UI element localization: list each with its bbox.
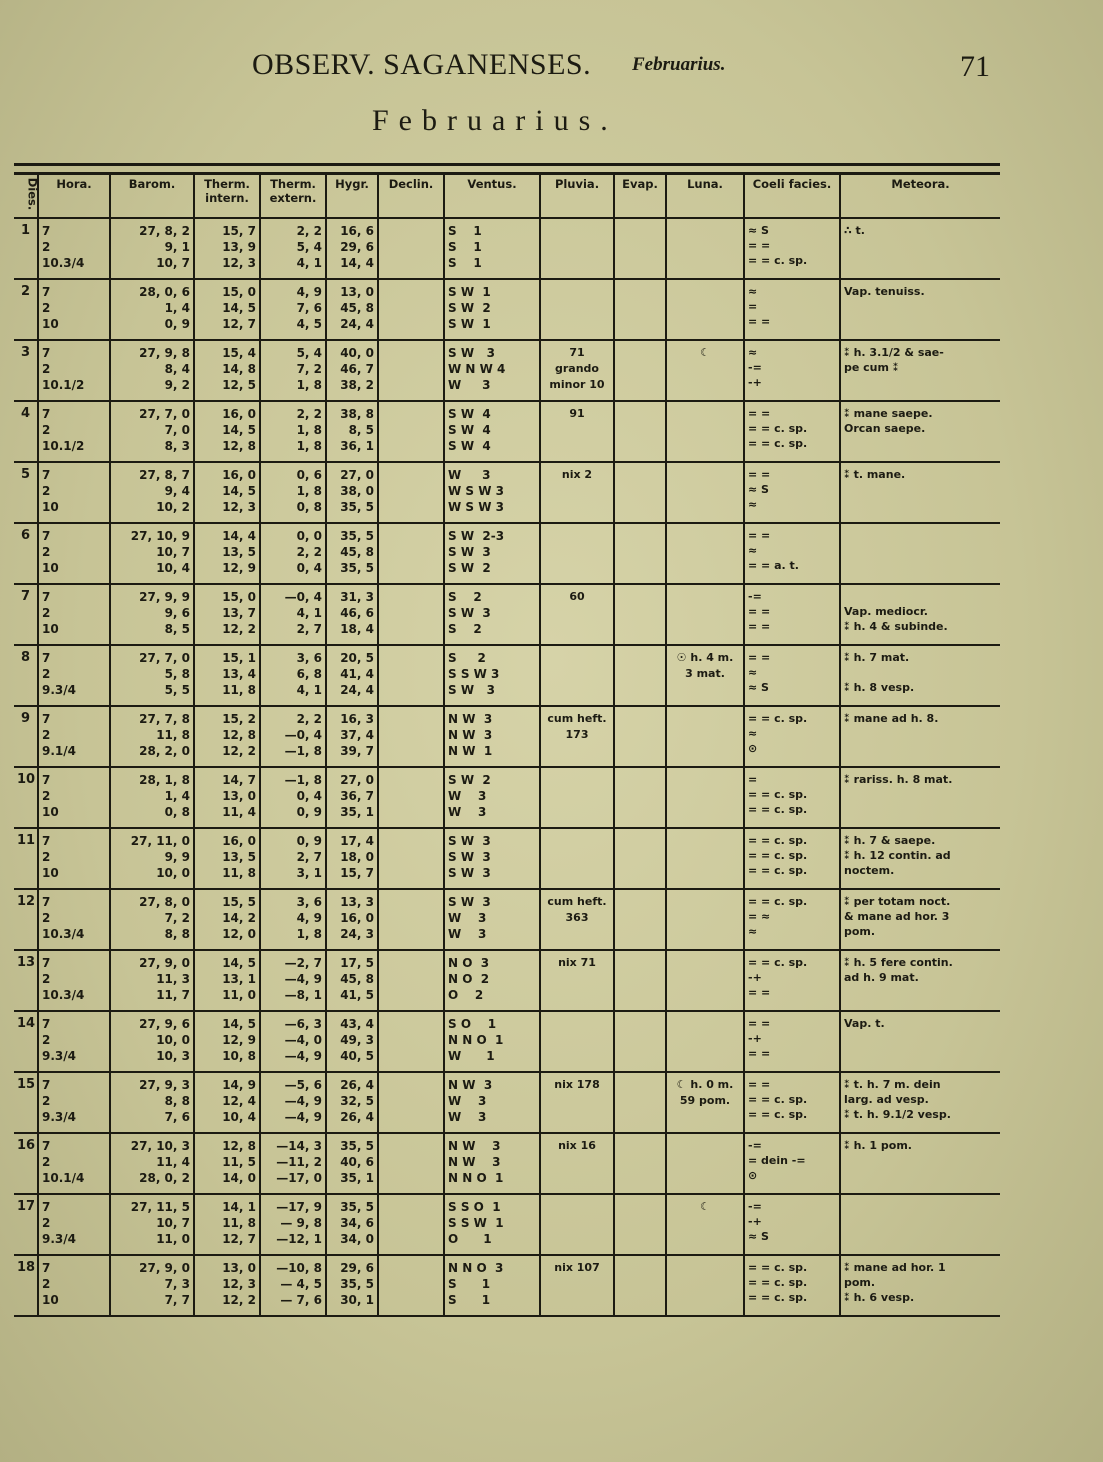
meteora-cell: ⁑ h. 5 fere contin. ad h. 9 mat.: [840, 950, 1000, 1011]
therm-intern-cell: 12, 8 11, 5 14, 0: [194, 1133, 260, 1194]
moon-cell: [666, 401, 744, 462]
rain-cell: nix 16: [540, 1133, 614, 1194]
col-header-coeli: Coeli facies.: [744, 174, 840, 219]
col-header-dies: Dies.: [14, 174, 38, 219]
barometer-cell: 27, 9, 8 8, 4 9, 2: [110, 340, 194, 401]
hour-cell: 7 2 10: [38, 767, 110, 828]
declination-cell: [378, 340, 444, 401]
sky-cell: = = ≈ = = a. t.: [744, 523, 840, 584]
barometer-cell: 27, 10, 9 10, 7 10, 4: [110, 523, 194, 584]
declination-cell: [378, 401, 444, 462]
table-row: [14, 584, 1000, 645]
wind-cell: S O 1 N N O 1 W 1: [444, 1011, 540, 1072]
therm-extern-cell: —0, 4 4, 1 2, 7: [260, 584, 326, 645]
table-row: [14, 1133, 1000, 1194]
barometer-cell: 27, 8, 2 9, 1 10, 7: [110, 218, 194, 279]
wind-cell: N O 3 N O 2 O 2: [444, 950, 540, 1011]
hygrometer-cell: 13, 0 45, 8 24, 4: [326, 279, 378, 340]
wind-cell: S W 2 W 3 W 3: [444, 767, 540, 828]
hygrometer-cell: 31, 3 46, 6 18, 4: [326, 584, 378, 645]
day-cell: 17: [14, 1194, 38, 1255]
therm-intern-cell: 15, 5 14, 2 12, 0: [194, 889, 260, 950]
barometer-cell: 27, 9, 0 11, 3 11, 7: [110, 950, 194, 1011]
declination-cell: [378, 1133, 444, 1194]
col-header-luna: Luna.: [666, 174, 744, 219]
sky-cell: = = ≈ ≈ S: [744, 645, 840, 706]
barometer-cell: 27, 9, 6 10, 0 10, 3: [110, 1011, 194, 1072]
declination-cell: [378, 645, 444, 706]
moon-cell: ☉ h. 4 m. 3 mat.: [666, 645, 744, 706]
hygrometer-cell: 43, 4 49, 3 40, 5: [326, 1011, 378, 1072]
sky-cell: ≈ = = =: [744, 279, 840, 340]
evaporation-cell: [614, 401, 666, 462]
hour-cell: 7 2 10: [38, 1255, 110, 1316]
barometer-cell: 27, 9, 0 7, 3 7, 7: [110, 1255, 194, 1316]
evaporation-cell: [614, 1072, 666, 1133]
sky-cell: = = c. sp. = = c. sp. = = c. sp.: [744, 1255, 840, 1316]
day-cell: 15: [14, 1072, 38, 1133]
barometer-cell: 28, 0, 6 1, 4 0, 9: [110, 279, 194, 340]
evaporation-cell: [614, 462, 666, 523]
moon-cell: [666, 584, 744, 645]
rain-cell: nix 71: [540, 950, 614, 1011]
hour-cell: 7 2 9.3/4: [38, 645, 110, 706]
day-cell: 12: [14, 889, 38, 950]
evaporation-cell: [614, 828, 666, 889]
day-cell: 14: [14, 1011, 38, 1072]
barometer-cell: 27, 7, 0 5, 8 5, 5: [110, 645, 194, 706]
therm-extern-cell: 0, 9 2, 7 3, 1: [260, 828, 326, 889]
sky-cell: = = = = c. sp. = = c. sp.: [744, 1072, 840, 1133]
table-row: [14, 645, 1000, 706]
sky-cell: = = = c. sp. = = c. sp.: [744, 767, 840, 828]
hygrometer-cell: 27, 0 36, 7 35, 1: [326, 767, 378, 828]
therm-extern-cell: —5, 6 —4, 9 —4, 9: [260, 1072, 326, 1133]
evaporation-cell: [614, 889, 666, 950]
rain-cell: [540, 279, 614, 340]
therm-extern-cell: —14, 3 —11, 2 —17, 0: [260, 1133, 326, 1194]
hour-cell: 7 2 10.1/4: [38, 1133, 110, 1194]
therm-intern-cell: 14, 7 13, 0 11, 4: [194, 767, 260, 828]
sky-cell: -= = dein -= ⊙: [744, 1133, 840, 1194]
hour-cell: 7 2 10: [38, 584, 110, 645]
declination-cell: [378, 706, 444, 767]
rain-cell: cum heft. 173: [540, 706, 614, 767]
hour-cell: 7 2 10.3/4: [38, 889, 110, 950]
hygrometer-cell: 35, 5 40, 6 35, 1: [326, 1133, 378, 1194]
table-row: [14, 706, 1000, 767]
table-header-row: [14, 174, 1000, 219]
meteora-cell: ∴ t.: [840, 218, 1000, 279]
hygrometer-cell: 13, 3 16, 0 24, 3: [326, 889, 378, 950]
hygrometer-cell: 40, 0 46, 7 38, 2: [326, 340, 378, 401]
evaporation-cell: [614, 645, 666, 706]
therm-intern-cell: 15, 4 14, 8 12, 5: [194, 340, 260, 401]
meteora-cell: ⁑ t. h. 7 m. dein larg. ad vesp. ⁑ t. h. 9.1/2 vesp.: [840, 1072, 1000, 1133]
moon-cell: [666, 889, 744, 950]
declination-cell: [378, 1011, 444, 1072]
table-row: [14, 218, 1000, 279]
sky-cell: = = -+ = =: [744, 1011, 840, 1072]
meteora-cell: ⁑ h. 7 & saepe. ⁑ h. 12 contin. ad noctem.: [840, 828, 1000, 889]
sky-cell: -= = = = =: [744, 584, 840, 645]
moon-cell: [666, 706, 744, 767]
day-cell: 9: [14, 706, 38, 767]
day-cell: 13: [14, 950, 38, 1011]
meteora-cell: ⁑ h. 1 pom.: [840, 1133, 1000, 1194]
sky-cell: = = ≈ S ≈: [744, 462, 840, 523]
hour-cell: 7 2 10: [38, 279, 110, 340]
barometer-cell: 27, 11, 0 9, 9 10, 0: [110, 828, 194, 889]
therm-intern-cell: 14, 5 13, 1 11, 0: [194, 950, 260, 1011]
wind-cell: S 2 S S W 3 S W 3: [444, 645, 540, 706]
col-header-barom: Barom.: [110, 174, 194, 219]
therm-intern-cell: 14, 4 13, 5 12, 9: [194, 523, 260, 584]
hygrometer-cell: 20, 5 41, 4 24, 4: [326, 645, 378, 706]
table-row: [14, 889, 1000, 950]
therm-intern-cell: 14, 9 12, 4 10, 4: [194, 1072, 260, 1133]
sky-cell: ≈ -= -+: [744, 340, 840, 401]
evaporation-cell: [614, 279, 666, 340]
rain-cell: 60: [540, 584, 614, 645]
therm-intern-cell: 14, 1 11, 8 12, 7: [194, 1194, 260, 1255]
evaporation-cell: [614, 340, 666, 401]
wind-cell: S W 2-3 S W 3 S W 2: [444, 523, 540, 584]
page-number: 71: [960, 50, 990, 83]
running-month: Februarius.: [632, 54, 726, 75]
therm-extern-cell: 2, 2 5, 4 4, 1: [260, 218, 326, 279]
rain-cell: [540, 645, 614, 706]
evaporation-cell: [614, 1194, 666, 1255]
hygrometer-cell: 38, 8 8, 5 36, 1: [326, 401, 378, 462]
meteora-cell: ⁑ rariss. h. 8 mat.: [840, 767, 1000, 828]
declination-cell: [378, 1072, 444, 1133]
evaporation-cell: [614, 218, 666, 279]
meteora-cell: ⁑ mane ad hor. 1 pom. ⁑ h. 6 vesp.: [840, 1255, 1000, 1316]
therm-extern-cell: —2, 7 —4, 9 —8, 1: [260, 950, 326, 1011]
sky-cell: ≈ S = = = = c. sp.: [744, 218, 840, 279]
therm-extern-cell: 5, 4 7, 2 1, 8: [260, 340, 326, 401]
rain-cell: [540, 523, 614, 584]
barometer-cell: 27, 7, 0 7, 0 8, 3: [110, 401, 194, 462]
day-cell: 16: [14, 1133, 38, 1194]
barometer-cell: 27, 11, 5 10, 7 11, 0: [110, 1194, 194, 1255]
declination-cell: [378, 950, 444, 1011]
table-row: [14, 523, 1000, 584]
sky-cell: = = c. sp. -+ = =: [744, 950, 840, 1011]
day-cell: 7: [14, 584, 38, 645]
moon-cell: [666, 828, 744, 889]
table-row: [14, 462, 1000, 523]
hour-cell: 7 2 10.3/4: [38, 950, 110, 1011]
moon-cell: [666, 1011, 744, 1072]
wind-cell: W 3 W S W 3 W S W 3: [444, 462, 540, 523]
meteora-cell: ⁑ mane ad h. 8.: [840, 706, 1000, 767]
declination-cell: [378, 1255, 444, 1316]
evaporation-cell: [614, 1011, 666, 1072]
day-cell: 10: [14, 767, 38, 828]
day-cell: 8: [14, 645, 38, 706]
hygrometer-cell: 35, 5 34, 6 34, 0: [326, 1194, 378, 1255]
wind-cell: S 1 S 1 S 1: [444, 218, 540, 279]
therm-intern-cell: 16, 0 14, 5 12, 8: [194, 401, 260, 462]
top-rule: [14, 163, 1000, 166]
therm-intern-cell: 16, 0 13, 5 11, 8: [194, 828, 260, 889]
hygrometer-cell: 35, 5 45, 8 35, 5: [326, 523, 378, 584]
declination-cell: [378, 828, 444, 889]
therm-extern-cell: 4, 9 7, 6 4, 5: [260, 279, 326, 340]
table-row: [14, 1194, 1000, 1255]
sky-cell: = = = = c. sp. = = c. sp.: [744, 401, 840, 462]
therm-intern-cell: 14, 5 12, 9 10, 8: [194, 1011, 260, 1072]
hygrometer-cell: 26, 4 32, 5 26, 4: [326, 1072, 378, 1133]
moon-cell: [666, 218, 744, 279]
declination-cell: [378, 462, 444, 523]
col-header-ventus: Ventus.: [444, 174, 540, 219]
wind-cell: S S O 1 S S W 1 O 1: [444, 1194, 540, 1255]
therm-extern-cell: 3, 6 4, 9 1, 8: [260, 889, 326, 950]
therm-intern-cell: 15, 0 13, 7 12, 2: [194, 584, 260, 645]
rain-cell: [540, 1194, 614, 1255]
hour-cell: 7 2 9.3/4: [38, 1011, 110, 1072]
wind-cell: S W 3 W 3 W 3: [444, 889, 540, 950]
col-header-pluvia: Pluvia.: [540, 174, 614, 219]
moon-cell: [666, 279, 744, 340]
evaporation-cell: [614, 767, 666, 828]
therm-extern-cell: —6, 3 —4, 0 —4, 9: [260, 1011, 326, 1072]
day-cell: 18: [14, 1255, 38, 1316]
meteora-cell: ⁑ h. 3.1/2 & sae- pe cum ⁑: [840, 340, 1000, 401]
rain-cell: [540, 218, 614, 279]
hygrometer-cell: 16, 3 37, 4 39, 7: [326, 706, 378, 767]
hour-cell: 7 2 10.3/4: [38, 218, 110, 279]
rain-cell: [540, 767, 614, 828]
rain-cell: nix 2: [540, 462, 614, 523]
wind-cell: N W 3 N W 3 N N O 1: [444, 1133, 540, 1194]
sky-cell: = = c. sp. ≈ ⊙: [744, 706, 840, 767]
hour-cell: 7 2 10.1/2: [38, 340, 110, 401]
day-cell: 3: [14, 340, 38, 401]
declination-cell: [378, 889, 444, 950]
meteora-cell: ⁑ mane saepe. Orcan saepe.: [840, 401, 1000, 462]
table-row: [14, 1011, 1000, 1072]
barometer-cell: 27, 9, 9 9, 6 8, 5: [110, 584, 194, 645]
hygrometer-cell: 17, 5 45, 8 41, 5: [326, 950, 378, 1011]
evaporation-cell: [614, 584, 666, 645]
therm-extern-cell: 0, 0 2, 2 0, 4: [260, 523, 326, 584]
hour-cell: 7 2 9.3/4: [38, 1194, 110, 1255]
evaporation-cell: [614, 1133, 666, 1194]
meteora-cell: ⁑ t. mane.: [840, 462, 1000, 523]
barometer-cell: 27, 10, 3 11, 4 28, 0, 2: [110, 1133, 194, 1194]
sky-cell: = = c. sp. = = c. sp. = = c. sp.: [744, 828, 840, 889]
therm-extern-cell: —1, 8 0, 4 0, 9: [260, 767, 326, 828]
col-header-hora: Hora.: [38, 174, 110, 219]
rain-cell: [540, 828, 614, 889]
evaporation-cell: [614, 523, 666, 584]
moon-cell: [666, 950, 744, 1011]
rain-cell: cum heft. 363: [540, 889, 614, 950]
rain-cell: nix 178: [540, 1072, 614, 1133]
hygrometer-cell: 17, 4 18, 0 15, 7: [326, 828, 378, 889]
evaporation-cell: [614, 706, 666, 767]
sky-cell: -= -+ ≈ S: [744, 1194, 840, 1255]
barometer-cell: 28, 1, 8 1, 4 0, 8: [110, 767, 194, 828]
day-cell: 5: [14, 462, 38, 523]
wind-cell: S W 3 S W 3 S W 3: [444, 828, 540, 889]
evaporation-cell: [614, 1255, 666, 1316]
wind-cell: N W 3 W 3 W 3: [444, 1072, 540, 1133]
meteora-cell: ⁑ per totam noct. & mane ad hor. 3 pom.: [840, 889, 1000, 950]
therm-intern-cell: 15, 7 13, 9 12, 3: [194, 218, 260, 279]
moon-cell: [666, 462, 744, 523]
col-header-declin: Declin.: [378, 174, 444, 219]
running-header: [0, 40, 1103, 90]
moon-cell: [666, 767, 744, 828]
therm-extern-cell: 3, 6 6, 8 4, 1: [260, 645, 326, 706]
observation-table: [14, 172, 1000, 1317]
table-row: [14, 279, 1000, 340]
rain-cell: [540, 1011, 614, 1072]
barometer-cell: 27, 8, 7 9, 4 10, 2: [110, 462, 194, 523]
meteora-cell: Vap. tenuiss.: [840, 279, 1000, 340]
therm-intern-cell: 15, 1 13, 4 11, 8: [194, 645, 260, 706]
wind-cell: S W 1 S W 2 S W 1: [444, 279, 540, 340]
month-title: Februarius.: [372, 104, 618, 137]
therm-intern-cell: 13, 0 12, 3 12, 2: [194, 1255, 260, 1316]
barometer-cell: 27, 8, 0 7, 2 8, 8: [110, 889, 194, 950]
table-row: [14, 828, 1000, 889]
therm-extern-cell: 2, 2 —0, 4 —1, 8: [260, 706, 326, 767]
meteora-cell: [840, 523, 1000, 584]
declination-cell: [378, 584, 444, 645]
meteora-cell: ⁑ h. 7 mat. ⁑ h. 8 vesp.: [840, 645, 1000, 706]
moon-cell: [666, 1133, 744, 1194]
barometer-cell: 27, 7, 8 11, 8 28, 2, 0: [110, 706, 194, 767]
table-row: [14, 767, 1000, 828]
sky-cell: = = c. sp. = ≈ ≈: [744, 889, 840, 950]
declination-cell: [378, 279, 444, 340]
table-body: [14, 218, 1000, 1316]
rain-cell: 91: [540, 401, 614, 462]
declination-cell: [378, 523, 444, 584]
running-title: OBSERV. SAGANENSES.: [252, 48, 592, 81]
hour-cell: 7 2 9.3/4: [38, 1072, 110, 1133]
col-header-hygr: Hygr.: [326, 174, 378, 219]
col-header-evap: Evap.: [614, 174, 666, 219]
meteora-cell: Vap. t.: [840, 1011, 1000, 1072]
moon-cell: [666, 523, 744, 584]
hygrometer-cell: 29, 6 35, 5 30, 1: [326, 1255, 378, 1316]
day-cell: 1: [14, 218, 38, 279]
table-row: [14, 1255, 1000, 1316]
table-row: [14, 340, 1000, 401]
therm-extern-cell: 0, 6 1, 8 0, 8: [260, 462, 326, 523]
therm-intern-cell: 15, 0 14, 5 12, 7: [194, 279, 260, 340]
hygrometer-cell: 16, 6 29, 6 14, 4: [326, 218, 378, 279]
therm-extern-cell: —10, 8 — 4, 5 — 7, 6: [260, 1255, 326, 1316]
therm-extern-cell: —17, 9 — 9, 8 —12, 1: [260, 1194, 326, 1255]
moon-cell: ☾: [666, 340, 744, 401]
hour-cell: 7 2 10: [38, 828, 110, 889]
barometer-cell: 27, 9, 3 8, 8 7, 6: [110, 1072, 194, 1133]
hygrometer-cell: 27, 0 38, 0 35, 5: [326, 462, 378, 523]
day-cell: 2: [14, 279, 38, 340]
hour-cell: 7 2 10.1/2: [38, 401, 110, 462]
declination-cell: [378, 767, 444, 828]
col-header-therm-extern: Therm. extern.: [260, 174, 326, 219]
wind-cell: S W 4 S W 4 S W 4: [444, 401, 540, 462]
moon-cell: [666, 1255, 744, 1316]
table-row: [14, 401, 1000, 462]
therm-intern-cell: 16, 0 14, 5 12, 3: [194, 462, 260, 523]
wind-cell: N N O 3 S 1 S 1: [444, 1255, 540, 1316]
wind-cell: S 2 S W 3 S 2: [444, 584, 540, 645]
day-cell: 11: [14, 828, 38, 889]
hour-cell: 7 2 9.1/4: [38, 706, 110, 767]
wind-cell: N W 3 N W 3 N W 1: [444, 706, 540, 767]
col-header-meteora: Meteora.: [840, 174, 1000, 219]
meteora-cell: [840, 1194, 1000, 1255]
rain-cell: 71 grando minor 10: [540, 340, 614, 401]
hour-cell: 7 2 10: [38, 462, 110, 523]
moon-cell: ☾ h. 0 m. 59 pom.: [666, 1072, 744, 1133]
moon-cell: ☾: [666, 1194, 744, 1255]
col-header-therm-intern: Therm. intern.: [194, 174, 260, 219]
wind-cell: S W 3 W N W 4 W 3: [444, 340, 540, 401]
therm-intern-cell: 15, 2 12, 8 12, 2: [194, 706, 260, 767]
rain-cell: nix 107: [540, 1255, 614, 1316]
meteora-cell: Vap. mediocr. ⁑ h. 4 & subinde.: [840, 584, 1000, 645]
declination-cell: [378, 1194, 444, 1255]
day-cell: 6: [14, 523, 38, 584]
evaporation-cell: [614, 950, 666, 1011]
therm-extern-cell: 2, 2 1, 8 1, 8: [260, 401, 326, 462]
hour-cell: 7 2 10: [38, 523, 110, 584]
day-cell: 4: [14, 401, 38, 462]
table-row: [14, 950, 1000, 1011]
table-row: [14, 1072, 1000, 1133]
declination-cell: [378, 218, 444, 279]
